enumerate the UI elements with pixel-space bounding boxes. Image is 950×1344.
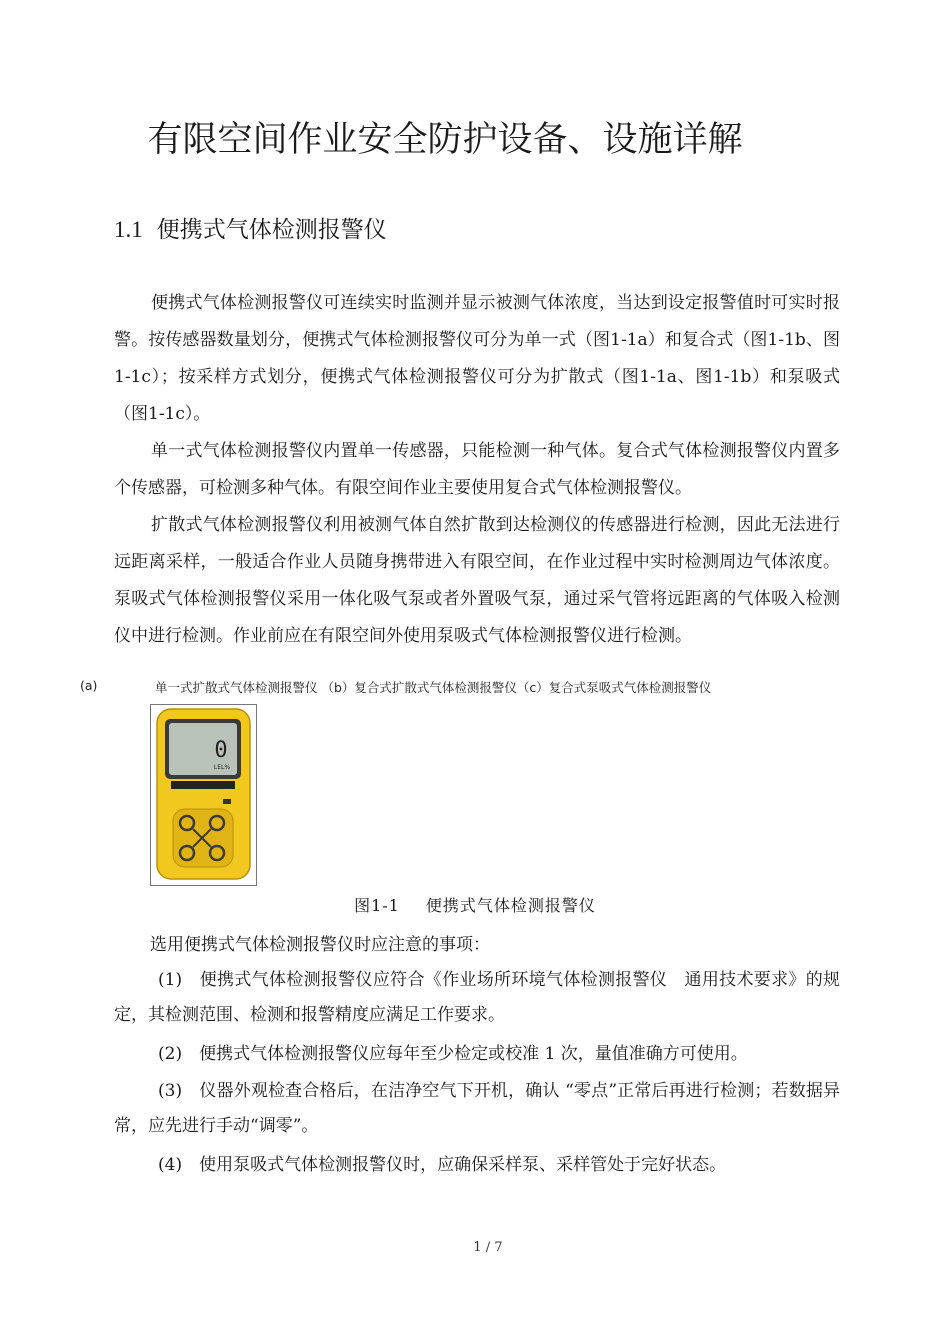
paragraph-3: 扩散式气体检测报警仪利用被测气体自然扩散到达检测仪的传感器进行检测，因此无法进行远距离采样，一般适合作业人员随身携带进入有限空间，在作业过程中实时检测周边气体浓度。泵吸式气体检测报警仪采用一体化吸气泵或者外置吸气泵，通过采气管将远距离的气体吸入检测仪中进行检测。作业前应在有限空间外使用泵吸式气体检测报警仪进行检测。 — [114, 515, 840, 646]
section-number: 1.1 — [114, 217, 143, 242]
list-item-number: (3) — [158, 1081, 183, 1101]
paragraph-1: 便携式气体检测报警仪可连续实时监测并显示被测气体浓度，当达到设定报警值时可实时报警。按传感器数量划分，便携式气体检测报警仪可分为单一式（图1-1a）和复合式（图1-1b、图1-1c）；按采样方式划分，便携式气体检测报警仪可分为扩散式（图1-1a、图1-1b）和泵吸式（图1-1c）。 — [114, 293, 840, 424]
list-item-3 — [114, 1074, 840, 1144]
device-unit: LEL% — [213, 764, 231, 771]
list-item-2 — [114, 1037, 840, 1072]
section-title: 便携式气体检测报警仪 — [156, 217, 387, 243]
list-item-1 — [114, 963, 840, 1033]
gas-detector-icon — [151, 705, 256, 885]
list-item-text: 使用泵吸式气体检测报警仪时，应确保采样泵、采样管处于完好状态。 — [199, 1155, 727, 1175]
figure-caption-text: 便携式气体检测报警仪 — [425, 896, 596, 915]
sub-captions-text: 单一式扩散式气体检测报警仪 （b）复合式扩散式气体检测报警仪（c）复合式泵吸式气体检测报警仪 — [155, 680, 712, 695]
list-item-number: (2) — [158, 1044, 183, 1064]
figure-caption-label: 图1-1 — [354, 896, 400, 915]
sub-label-a: (a) — [80, 678, 98, 693]
list-item-4 — [114, 1148, 840, 1183]
brand-strip — [171, 781, 235, 789]
list-item-number: (1) — [158, 970, 183, 990]
list-item-text: 便携式气体检测报警仪应每年至少检定或校准 1 次，量值准确方可使用。 — [199, 1044, 748, 1064]
document-title: 有限空间作业安全防护设备、设施详解 — [147, 120, 743, 160]
list-intro: 选用便携式气体检测报警仪时应注意的事项： — [150, 935, 490, 955]
indicator-led — [223, 799, 231, 804]
page-number: 1 / 7 — [473, 1240, 503, 1255]
gas-detector-photo — [150, 704, 257, 886]
figure-caption — [0, 893, 950, 916]
list-item-text: 便携式气体检测报警仪应符合《作业场所环境气体检测报警仪 通用技术要求》的规定，其检测范围、检测和报警精度应满足工作要求。 — [114, 970, 841, 1025]
section-heading — [114, 211, 387, 244]
list-item-number: (4) — [158, 1155, 183, 1175]
device-reading: 0 — [214, 738, 228, 763]
paragraph-2: 单一式气体检测报警仪内置单一传感器，只能检测一种气体。复合式气体检测报警仪内置多个传感器，可检测多种气体。有限空间作业主要使用复合式气体检测报警仪。 — [114, 441, 840, 498]
list-item-text: 仪器外观检查合格后，在洁净空气下开机，确认 “零点”正常后再进行检测；若数据异常，应先进行手动“调零”。 — [114, 1081, 840, 1136]
